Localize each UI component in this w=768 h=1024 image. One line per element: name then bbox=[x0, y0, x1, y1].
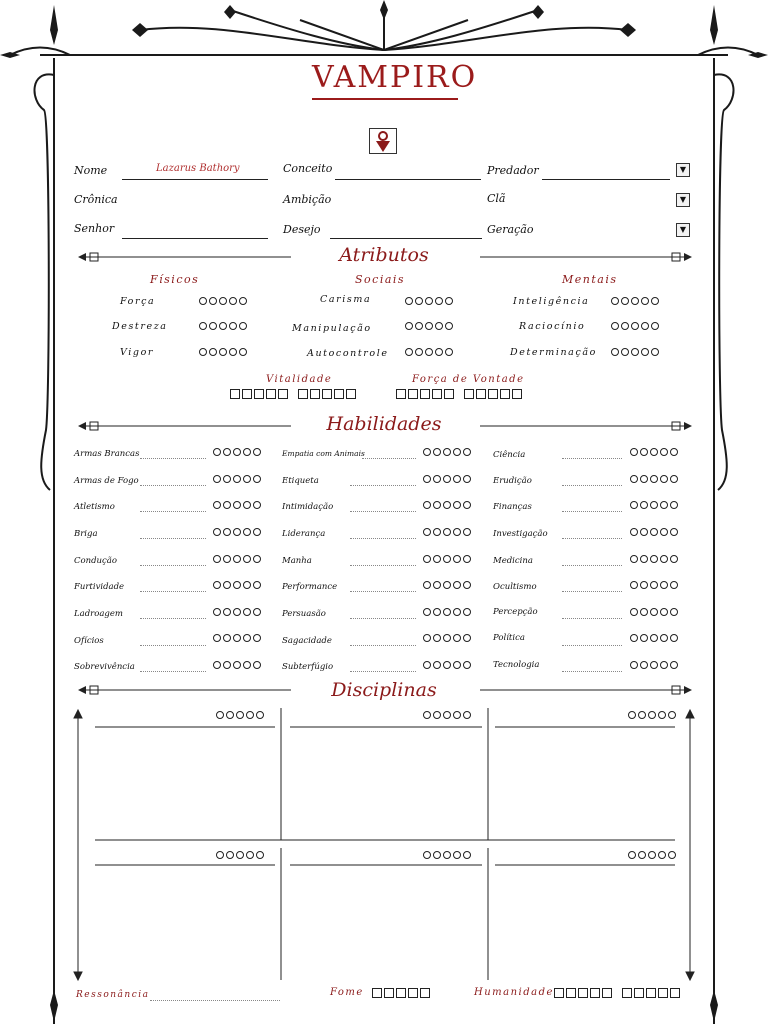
skill-ladroagem: Ladroagem bbox=[74, 609, 123, 619]
desejo-label: Desejo bbox=[283, 223, 321, 236]
skill-dots[interactable] bbox=[213, 608, 261, 616]
skill-furtividade: Furtividade bbox=[74, 582, 125, 592]
habilidades-title: Habilidades bbox=[326, 413, 442, 435]
skill-oficios: Ofícios bbox=[74, 636, 104, 646]
skill-dots[interactable] bbox=[630, 608, 678, 616]
skill-dots[interactable] bbox=[213, 448, 261, 456]
skill-dots[interactable] bbox=[213, 501, 261, 509]
skill-dots[interactable] bbox=[630, 528, 678, 536]
skill-dots[interactable] bbox=[213, 555, 261, 563]
skill-erudicao: Erudição bbox=[493, 476, 532, 486]
skill-sagacidade: Sagacidade bbox=[282, 636, 332, 646]
skill-dots[interactable] bbox=[423, 581, 471, 589]
skill-dots[interactable] bbox=[423, 634, 471, 642]
attr-raciocinio: Raciocínio bbox=[519, 321, 586, 332]
ambicao-label: Ambição bbox=[283, 193, 332, 206]
skill-line[interactable] bbox=[562, 645, 622, 646]
nome-value: Lazarus Bathory bbox=[156, 163, 240, 174]
attr-vigor: Vigor bbox=[120, 347, 155, 358]
skill-ocultismo: Ocultismo bbox=[493, 582, 537, 592]
fisicos-title: Físicos bbox=[150, 273, 200, 286]
skill-dots[interactable] bbox=[213, 634, 261, 642]
skill-line[interactable] bbox=[140, 645, 206, 646]
fome-boxes[interactable] bbox=[372, 988, 430, 998]
skill-tecnologia: Tecnologia bbox=[493, 660, 540, 670]
skill-line[interactable] bbox=[350, 538, 416, 539]
nome-label: Nome bbox=[74, 164, 108, 177]
attr-vigor-dots[interactable] bbox=[199, 348, 247, 356]
senhor-label: Senhor bbox=[74, 222, 115, 235]
clan-symbol-icon[interactable] bbox=[369, 128, 397, 154]
vitalidade-label: Vitalidade bbox=[266, 374, 333, 385]
skill-financas: Finanças bbox=[493, 502, 532, 512]
skill-line[interactable] bbox=[562, 485, 622, 486]
skill-lideranca: Liderança bbox=[282, 529, 326, 539]
attr-autocontrole-dots[interactable] bbox=[405, 348, 453, 356]
skill-line[interactable] bbox=[562, 671, 622, 672]
skill-sobrevivencia: Sobrevivência bbox=[74, 662, 135, 672]
skill-line[interactable] bbox=[350, 618, 416, 619]
skill-line[interactable] bbox=[350, 565, 416, 566]
skill-medicina: Medicina bbox=[493, 556, 533, 566]
skill-line[interactable] bbox=[350, 671, 416, 672]
geracao-label: Geração bbox=[487, 223, 534, 236]
skill-armas-de-fogo: Armas de Fogo bbox=[74, 476, 139, 486]
vampiro-logo: VAMPIRO bbox=[312, 60, 478, 95]
skill-dots[interactable] bbox=[630, 634, 678, 642]
skill-line[interactable] bbox=[362, 458, 416, 459]
ressonancia-field[interactable] bbox=[150, 1000, 280, 1001]
predador-dropdown-icon[interactable]: ▼ bbox=[676, 163, 690, 177]
skill-dots[interactable] bbox=[213, 475, 261, 483]
attr-manipulacao: Manipulação bbox=[292, 323, 372, 334]
disciplina-3-dots[interactable] bbox=[628, 711, 676, 719]
attr-inteligencia-dots[interactable] bbox=[611, 297, 659, 305]
mentais-title: Mentais bbox=[562, 273, 618, 286]
attr-determinacao-dots[interactable] bbox=[611, 348, 659, 356]
forca-vontade-label: Força de Vontade bbox=[412, 374, 525, 385]
attr-determinacao: Determinação bbox=[510, 347, 597, 358]
cronica-label: Crônica bbox=[74, 193, 118, 206]
disciplina-2-dots[interactable] bbox=[423, 711, 471, 719]
skill-line[interactable] bbox=[140, 538, 206, 539]
disciplina-6-dots[interactable] bbox=[628, 851, 676, 859]
skill-dots[interactable] bbox=[423, 528, 471, 536]
skill-etiqueta: Etiqueta bbox=[282, 476, 319, 486]
skill-line[interactable] bbox=[562, 511, 622, 512]
skill-dots[interactable] bbox=[423, 448, 471, 456]
sociais-title: Sociais bbox=[355, 273, 406, 286]
desejo-field[interactable] bbox=[330, 238, 482, 239]
skill-persuasao: Persuasão bbox=[282, 609, 326, 619]
skill-line[interactable] bbox=[140, 591, 206, 592]
skill-dots[interactable] bbox=[630, 581, 678, 589]
skill-line[interactable] bbox=[562, 458, 622, 459]
skill-empatia-animais: Empatia com Animais bbox=[282, 449, 365, 458]
skill-briga: Briga bbox=[74, 529, 98, 539]
vitalidade-boxes[interactable] bbox=[230, 389, 356, 399]
attr-destreza: Destreza bbox=[112, 321, 168, 332]
conceito-field[interactable] bbox=[335, 179, 481, 180]
skill-line[interactable] bbox=[562, 565, 622, 566]
skill-percepcao: Percepção bbox=[493, 607, 538, 617]
fome-label: Fome bbox=[330, 987, 364, 998]
skill-line[interactable] bbox=[350, 591, 416, 592]
cla-dropdown-icon[interactable]: ▼ bbox=[676, 193, 690, 207]
forca-vontade-boxes[interactable] bbox=[396, 389, 522, 399]
skill-dots[interactable] bbox=[213, 528, 261, 536]
attr-destreza-dots[interactable] bbox=[199, 322, 247, 330]
attr-autocontrole: Autocontrole bbox=[307, 348, 389, 359]
disciplinas-frame bbox=[70, 700, 700, 990]
skill-manha: Manha bbox=[282, 556, 312, 566]
attr-forca-dots[interactable] bbox=[199, 297, 247, 305]
skill-line[interactable] bbox=[140, 671, 206, 672]
skill-line[interactable] bbox=[140, 485, 206, 486]
humanidade-boxes[interactable] bbox=[554, 988, 680, 998]
skill-intimidacao: Intimidação bbox=[282, 502, 334, 512]
predador-label: Predador bbox=[487, 164, 539, 177]
skill-ciencia: Ciência bbox=[493, 450, 526, 460]
disciplina-4-dots[interactable] bbox=[216, 851, 264, 859]
disciplinas-title: Disciplinas bbox=[331, 679, 437, 701]
skill-dots[interactable] bbox=[630, 448, 678, 456]
skill-line[interactable] bbox=[562, 618, 622, 619]
skill-line[interactable] bbox=[562, 591, 622, 592]
attr-raciocinio-dots[interactable] bbox=[611, 322, 659, 330]
skill-subterfugio: Subterfúgio bbox=[282, 662, 334, 672]
atributos-title: Atributos bbox=[339, 244, 429, 266]
skill-line[interactable] bbox=[140, 458, 206, 459]
skill-line[interactable] bbox=[140, 618, 206, 619]
attr-forca: Força bbox=[120, 296, 156, 307]
skill-dots[interactable] bbox=[630, 501, 678, 509]
ressonancia-label: Ressonância bbox=[76, 990, 150, 1000]
conceito-label: Conceito bbox=[283, 162, 333, 175]
skill-dots[interactable] bbox=[630, 661, 678, 669]
skill-dots[interactable] bbox=[423, 475, 471, 483]
humanidade-label: Humanidade bbox=[474, 987, 554, 998]
skill-dots[interactable] bbox=[423, 555, 471, 563]
skill-investigacao: Investigação bbox=[493, 529, 548, 539]
attr-inteligencia: Inteligência bbox=[513, 296, 590, 307]
skill-dots[interactable] bbox=[630, 475, 678, 483]
disciplina-5-dots[interactable] bbox=[423, 851, 471, 859]
skill-performance: Performance bbox=[282, 582, 338, 592]
skill-dots[interactable] bbox=[423, 501, 471, 509]
skill-conducao: Condução bbox=[74, 556, 117, 566]
predador-field[interactable] bbox=[542, 179, 670, 180]
skill-dots[interactable] bbox=[213, 661, 261, 669]
skill-line[interactable] bbox=[140, 511, 206, 512]
skill-dots[interactable] bbox=[423, 661, 471, 669]
skill-dots[interactable] bbox=[213, 581, 261, 589]
nome-field[interactable] bbox=[122, 179, 268, 180]
attr-carisma: Carisma bbox=[320, 294, 372, 305]
skill-dots[interactable] bbox=[423, 608, 471, 616]
skill-armas-brancas: Armas Brancas bbox=[74, 449, 140, 459]
skill-line[interactable] bbox=[350, 485, 416, 486]
skill-line[interactable] bbox=[140, 565, 206, 566]
skill-politica: Política bbox=[493, 633, 525, 643]
disciplina-1-dots[interactable] bbox=[216, 711, 264, 719]
logo-drip-icon bbox=[312, 98, 458, 100]
attr-manipulacao-dots[interactable] bbox=[405, 322, 453, 330]
skill-dots[interactable] bbox=[630, 555, 678, 563]
attr-carisma-dots[interactable] bbox=[405, 297, 453, 305]
skill-line[interactable] bbox=[350, 511, 416, 512]
skill-line[interactable] bbox=[562, 538, 622, 539]
cla-label: Clã bbox=[487, 192, 506, 205]
skill-atletismo: Atletismo bbox=[74, 502, 115, 512]
skill-line[interactable] bbox=[350, 645, 416, 646]
senhor-field[interactable] bbox=[122, 238, 268, 239]
geracao-dropdown-icon[interactable]: ▼ bbox=[676, 223, 690, 237]
